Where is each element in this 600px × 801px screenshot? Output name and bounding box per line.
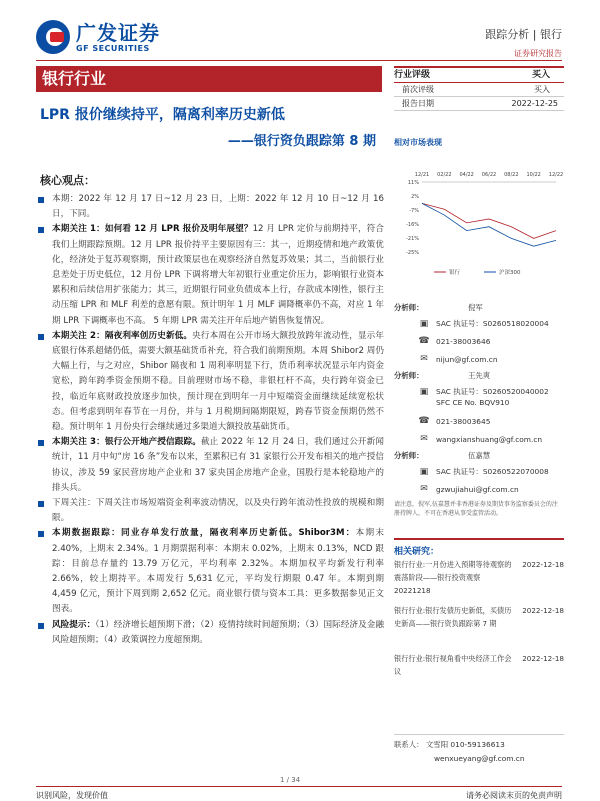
page-number: 1 / 34 <box>280 776 301 784</box>
email-icon: ✉ <box>420 484 428 494</box>
paragraph-text: 本期：2022 年 12 月 17 日~12 月 23 日，上期：2022 年 12 月 10 日~12 月 16 日，下同。 <box>52 194 384 220</box>
related-item[interactable] <box>394 558 564 597</box>
analyst-name: 伍嘉慧 <box>468 451 491 460</box>
rating-label: 行业评级 <box>394 70 431 80</box>
related-item-date: 2022-12-18 <box>522 560 564 569</box>
rating-value: 买入 <box>531 70 550 80</box>
key-point-paragraph <box>38 329 384 435</box>
analyst-email[interactable]: nijun@gf.com.cn <box>436 354 498 364</box>
paragraph-text: 本期末 2.40%，上期末 2.34%。1 月期票据利率：本期末 0.02%，上期末 0.13%，NCD 跟踪：目前总存量约 13.79 万亿元，平均利率 2.32%。本期加权平均新发行利率 2.66%，较上期持平。本周发行 5,631 亿元，平均发行期限 0.47 年。本期到期 4,459 亿元，预计下周到期 2,652 亿元。商业银行债与资本工具：更多数据参见正文图表。 <box>52 528 384 615</box>
x-tick-label: 06/22 <box>481 172 497 178</box>
phone-icon: ☎ <box>418 416 430 426</box>
analyst-role: 分析师： <box>394 451 424 460</box>
analyst-role: 分析师： <box>394 371 424 380</box>
paragraph-lead: 本期关注 2：隔夜利率创历史新低。 <box>52 330 193 341</box>
key-point-paragraph <box>38 222 384 328</box>
paragraph-text: 截止 2022 年 12 月 24 日，我们通过公开新闻统计，11 月中旬“房 16 条”发布以来，至累积已有 31 家银行公开发布相关的地产授信协议，涉及 59 家民营房地产企业和 37 家央国企房地产企业，国股行是本轮稳地产的排头兵。 <box>52 437 384 493</box>
analyst-sac: SAC 执证号：S0260520040002 <box>436 387 549 396</box>
rating-table <box>394 66 564 111</box>
paragraph-lead: 本期数据跟踪：同业存单发行放量，隔夜利率历史新低。Shibor3M： <box>52 528 356 539</box>
report-subtitle: ——银行资负跟踪第 8 期 <box>227 134 376 149</box>
key-point-paragraph <box>38 192 384 222</box>
analyst-name: 倪军 <box>468 303 483 312</box>
sector-banner: 银行行业 <box>36 66 382 92</box>
related-item-date: 2022-12-18 <box>522 606 564 615</box>
contact-email[interactable]: wenxueyang@gf.com.cn <box>434 754 525 763</box>
analyst-sfc: SFC CE No. BQV910 <box>436 398 510 407</box>
chart-title: 相对市场表现 <box>394 138 442 147</box>
key-point-paragraph <box>38 435 384 496</box>
key-points-list <box>38 192 384 648</box>
paragraph-lead: 风险提示： <box>52 619 96 630</box>
footer-slogan: 识别风险，发现价值 <box>36 791 108 800</box>
bullet-icon <box>38 334 44 340</box>
paragraph-lead: 本期关注 1：如何看 12 月 LPR 报价及明年展望？ <box>52 224 253 235</box>
logo-en: GF SECURITIES <box>76 43 150 53</box>
analyst-role: 分析师： <box>394 303 424 312</box>
report-date-value: 2022-12-25 <box>511 99 558 108</box>
id-card-icon: ▣ <box>419 318 429 329</box>
series-line <box>422 203 556 238</box>
y-tick-label: 11% <box>407 180 419 186</box>
related-item-date: 2022-12-18 <box>522 654 564 663</box>
key-points-heading: 核心观点： <box>40 174 95 187</box>
related-item-text: 银行行业:一月份进入预期等待观察的震荡阶段——银行投资观察 20221218 <box>394 560 512 595</box>
legend-label: 沪深300 <box>499 270 521 276</box>
email-icon: ✉ <box>420 434 428 444</box>
email-icon: ✉ <box>420 354 428 364</box>
footer-divider <box>36 786 562 787</box>
bullet-icon <box>38 501 44 507</box>
footer-disclaimer: 请务必阅读末页的免责声明 <box>466 791 562 800</box>
series-line <box>422 203 556 246</box>
key-point-paragraph <box>38 526 384 617</box>
id-card-icon: ▣ <box>419 386 429 397</box>
bullet-icon <box>38 623 44 629</box>
y-tick-label: -25% <box>406 250 419 256</box>
bullet-icon <box>38 197 44 203</box>
chart-svg <box>394 152 564 282</box>
y-tick-label: -16% <box>406 222 419 228</box>
paragraph-lead: 本期关注 3：银行公开地产授信跟踪。 <box>52 437 201 448</box>
x-tick-label: 02/22 <box>437 172 452 178</box>
x-tick-label: 04/22 <box>459 172 474 178</box>
key-point-paragraph <box>38 618 384 648</box>
report-type: 跟踪分析 | 银行 <box>485 28 562 41</box>
analyst-notice: 请注意，倪军,伍嘉慧并非香港证券及期货事务监察委员会的注册持牌人，不可在香港从事受监管活动。 <box>394 501 558 517</box>
header-divider <box>36 60 562 61</box>
bullet-icon <box>38 531 44 537</box>
x-tick-label: 10/22 <box>526 172 541 178</box>
x-tick-label: 12/22 <box>548 172 564 178</box>
phone-icon: ☎ <box>418 336 430 346</box>
report-date-label: 报告日期 <box>402 99 434 108</box>
paragraph-text: （1）经济增长超预期下滑；（2）疫情持续时间超预期；（3）国际经济及金融风险超预期；（4）政策调控力度超预期。 <box>52 619 384 645</box>
paragraph-text: 央行本周在公开市场大额投放跨年流动性，显示年底银行体系超储仍低，需要大额基础货币补充，符合我们前期预期。本周 Shibor2 周仍大幅上行，与之对应，Shibor 隔夜和 1 周利率明显下行，货币利率状况显示年内资金宽松，跨年跨季资金预期不稳。目前理财市场不稳，非银杠杆不高，央行跨年资金已投，临近年底财政投放逐步加快，预计现在到明年一月中短端资金面继续延续宽松状态。但考虑到明年春节在一月份，并与 1 月税期间隔期限短，跨春节资金预期仍然不稳。预计明年 1 月份央行会继续通过多渠道大额投放基础货币。 <box>52 330 384 433</box>
y-tick-label: -7% <box>409 208 419 214</box>
x-tick-label: 12/21 <box>414 172 430 178</box>
contact-block <box>394 734 564 763</box>
analyst-phone[interactable]: 021-38003646 <box>436 336 491 346</box>
prev-rating-value: 买入 <box>534 85 550 94</box>
analyst-sac: SAC 执证号：S0260522070008 <box>436 467 549 476</box>
related-item-text: 银行行业:银行视角看中央经济工作会议 <box>394 654 512 676</box>
y-tick-label: -21% <box>406 236 419 242</box>
logo-icon <box>36 20 70 54</box>
key-point-paragraph <box>38 496 384 526</box>
logo-cn: 广发证券 <box>76 20 160 45</box>
contact-name-phone: 联系人： 文雪阳 010-59136613 <box>394 740 505 749</box>
bullet-icon <box>38 440 44 446</box>
relative-performance-chart <box>394 152 564 282</box>
related-research-heading: 相关研究： <box>394 538 564 557</box>
id-card-icon: ▣ <box>419 466 429 477</box>
company-logo <box>36 20 160 54</box>
legend-label: 银行 <box>449 270 461 276</box>
prev-rating-label: 前次评级 <box>402 85 434 94</box>
paragraph-text: 下周关注：下周关注市场短端资金利率波动情况，以及央行跨年流动性投放的规模和期限。 <box>52 498 384 524</box>
related-item[interactable] <box>394 652 564 678</box>
related-item-text: 银行行业:银行发债历史新低，买债历史新高——银行资负跟踪第 7 期 <box>394 606 512 628</box>
x-tick-label: 08/22 <box>504 172 519 178</box>
analyst-phone[interactable]: 021-38003645 <box>436 416 491 426</box>
analyst-email[interactable]: wangxianshuang@gf.com.cn <box>436 434 543 444</box>
y-tick-label: 2% <box>411 194 419 200</box>
analyst-email[interactable]: gzwujiahui@gf.com.cn <box>436 484 519 494</box>
paragraph-text: 12 月 LPR 定价与前期持平，符合我们上期跟踪预期。12 月 LPR 报价持平主要原因有三：其一，近期疫情和地产政策优化，经济处于复苏观察期，预计政策层也在观察经济自然复苏效果；其二，当前银行业息差处于历史低位，12 月份 LPR 下调将增大年初银行业重定价压力，影响银行业资本累积和后续信用扩张能力；其三，近期银行同业负债成本上行，存款成本刚性，银行主动压缩 LPR 和 MLF 利差的意愿有限。预计明年 1 月 MLF 调降概率仍不高，对应 1 年期 LPR 下调概率也不高。 5 年期 LPR 需关注开年后地产销售恢复情况。 <box>52 224 385 326</box>
related-item[interactable] <box>394 604 564 630</box>
report-title: LPR 报价继续持平，隔离利率历史新低 <box>40 107 285 123</box>
analyst-sac: SAC 执证号：S0260518020004 <box>436 319 549 328</box>
analyst-name: 王先爽 <box>468 371 491 380</box>
report-sub: 证券研究报告 <box>514 49 562 58</box>
bullet-icon <box>38 227 44 233</box>
